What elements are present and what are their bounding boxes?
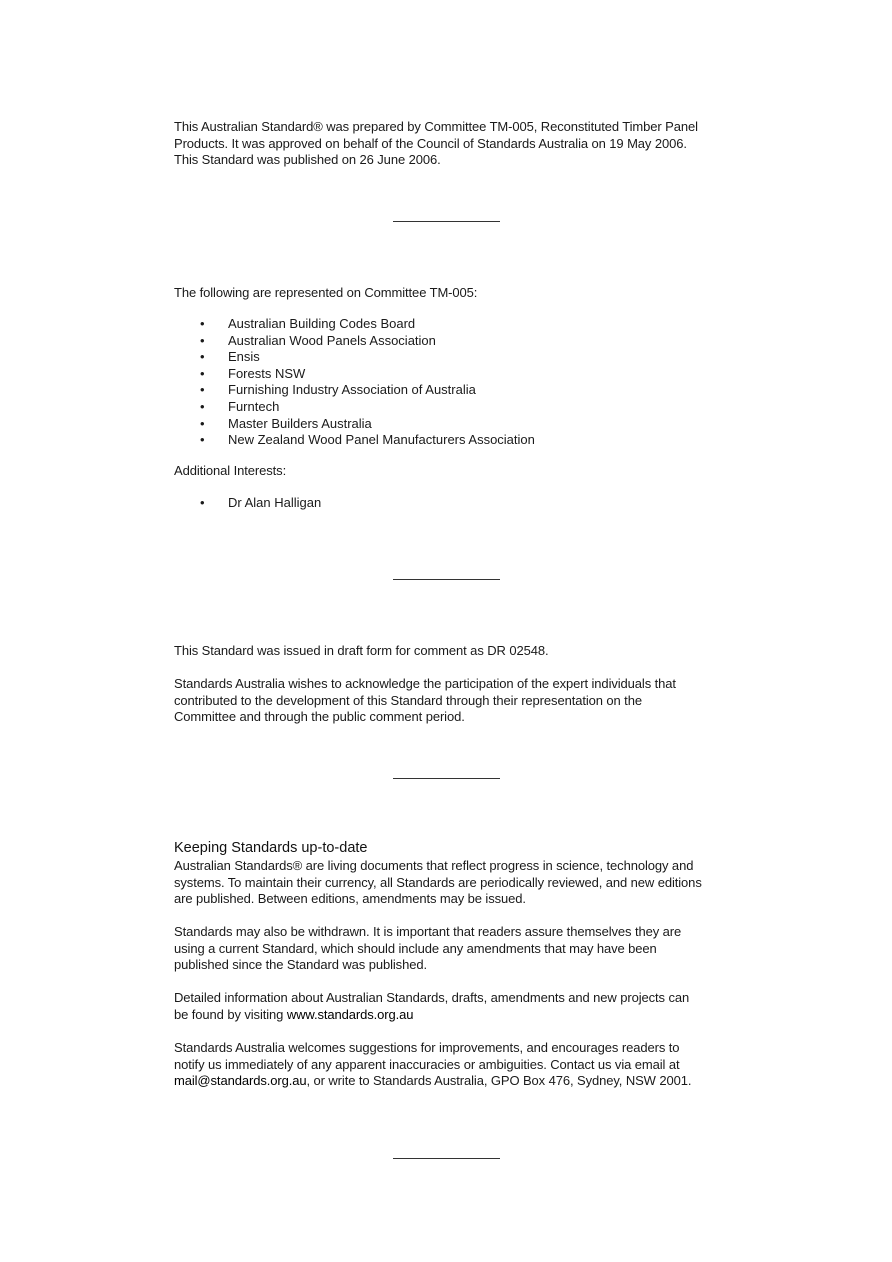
list-item <box>174 382 535 399</box>
uptodate-p4-line-1: Standards Australia welcomes suggestions for improvements, and encourages readers to <box>174 1040 680 1055</box>
acknowledgement-line-2: contributed to the development of this Standard through their representation on the <box>174 692 642 708</box>
draft-issued: This Standard was issued in draft form for comment as DR 02548. <box>174 643 549 658</box>
section-divider-4 <box>393 1158 500 1159</box>
bullet-icon: • <box>200 382 205 398</box>
visit-prefix: be found by visiting <box>174 1006 287 1022</box>
list-item <box>174 316 535 333</box>
preparation-line-1: This Australian Standard® was prepared by Committee TM-005, Reconstituted Timber Panel <box>174 119 698 134</box>
uptodate-paragraph-4 <box>174 1040 734 1090</box>
contact-suffix: , or write to Standards Australia, GPO Box 476, Sydney, NSW 2001. <box>306 1073 692 1089</box>
committee-intro: The following are represented on Committee TM-005: <box>174 285 478 300</box>
bullet-icon: • <box>200 316 205 331</box>
list-item <box>174 349 535 366</box>
additional-interests-label: Additional Interests: <box>174 463 287 478</box>
section-divider-3 <box>393 778 500 779</box>
uptodate-paragraph-3 <box>174 990 734 1023</box>
uptodate-p3-line-1: Detailed information about Australian Standards, drafts, amendments and new projects can <box>174 990 690 1005</box>
member-name: Dr Alan Halligan <box>228 495 322 510</box>
list-item <box>174 432 535 449</box>
uptodate-paragraph-1 <box>174 858 734 908</box>
uptodate-p1-line-3: are published. Between editions, amendments may be issued. <box>174 891 526 907</box>
list-item <box>174 416 535 433</box>
uptodate-paragraph-2 <box>174 924 734 974</box>
member-name: Furnishing Industry Association of Australia <box>228 382 476 398</box>
bullet-icon: • <box>200 365 205 381</box>
section-divider-1 <box>393 221 500 222</box>
acknowledgement-line-3: Committee and through the public comment period. <box>174 709 465 725</box>
list-item <box>174 366 535 383</box>
uptodate-p1-line-1: Australian Standards® are living documents that reflect progress in science, technology and <box>174 858 694 873</box>
acknowledgement-line-1: Standards Australia wishes to acknowledge the participation of the expert individuals that <box>174 676 676 691</box>
member-name: Australian Wood Panels Association <box>228 332 436 348</box>
uptodate-p3-line-2 <box>174 1007 734 1024</box>
bullet-icon: • <box>200 415 205 431</box>
uptodate-p4-line-2: notify us immediately of any apparent inaccuracies or ambiguities. Contact us via email at <box>174 1056 680 1072</box>
member-name: Master Builders Australia <box>228 415 372 431</box>
list-item <box>174 333 535 350</box>
website-link[interactable]: www.standards.org.au <box>286 1006 414 1022</box>
list-item <box>174 495 321 512</box>
uptodate-p2-line-3: published since the Standard was published. <box>174 957 427 973</box>
preparation-paragraph <box>174 119 734 169</box>
bullet-icon: • <box>200 332 205 348</box>
preparation-line-3: This Standard was published on 26 June 2006. <box>174 152 441 168</box>
section-heading: Keeping Standards up-to-date <box>174 840 368 856</box>
bullet-icon: • <box>200 398 205 414</box>
bullet-icon: • <box>200 349 205 365</box>
uptodate-p1-line-2: systems. To maintain their currency, all Standards are periodically reviewed, and new editions <box>174 874 702 890</box>
additional-interests-list <box>174 495 321 512</box>
bullet-icon: • <box>200 432 205 448</box>
uptodate-p2-line-2: using a current Standard, which should include any amendments that may have been <box>174 940 657 956</box>
member-name: Furntech <box>228 398 280 414</box>
email-link[interactable]: mail@standards.org.au <box>174 1073 307 1089</box>
committee-member-list <box>174 316 535 449</box>
uptodate-p2-line-1: Standards may also be withdrawn. It is important that readers assure themselves they are <box>174 924 682 939</box>
uptodate-p4-line-3 <box>174 1073 734 1090</box>
acknowledgement-paragraph <box>174 676 734 726</box>
member-name: Australian Building Codes Board <box>228 316 416 331</box>
bullet-icon: • <box>200 495 205 510</box>
member-name: Forests NSW <box>228 365 306 381</box>
section-divider-2 <box>393 579 500 580</box>
member-name: Ensis <box>228 349 260 365</box>
preparation-line-2: Products. It was approved on behalf of the Council of Standards Australia on 19 May 2006. <box>174 135 687 151</box>
list-item <box>174 399 535 416</box>
member-name: New Zealand Wood Panel Manufacturers Association <box>228 432 535 448</box>
